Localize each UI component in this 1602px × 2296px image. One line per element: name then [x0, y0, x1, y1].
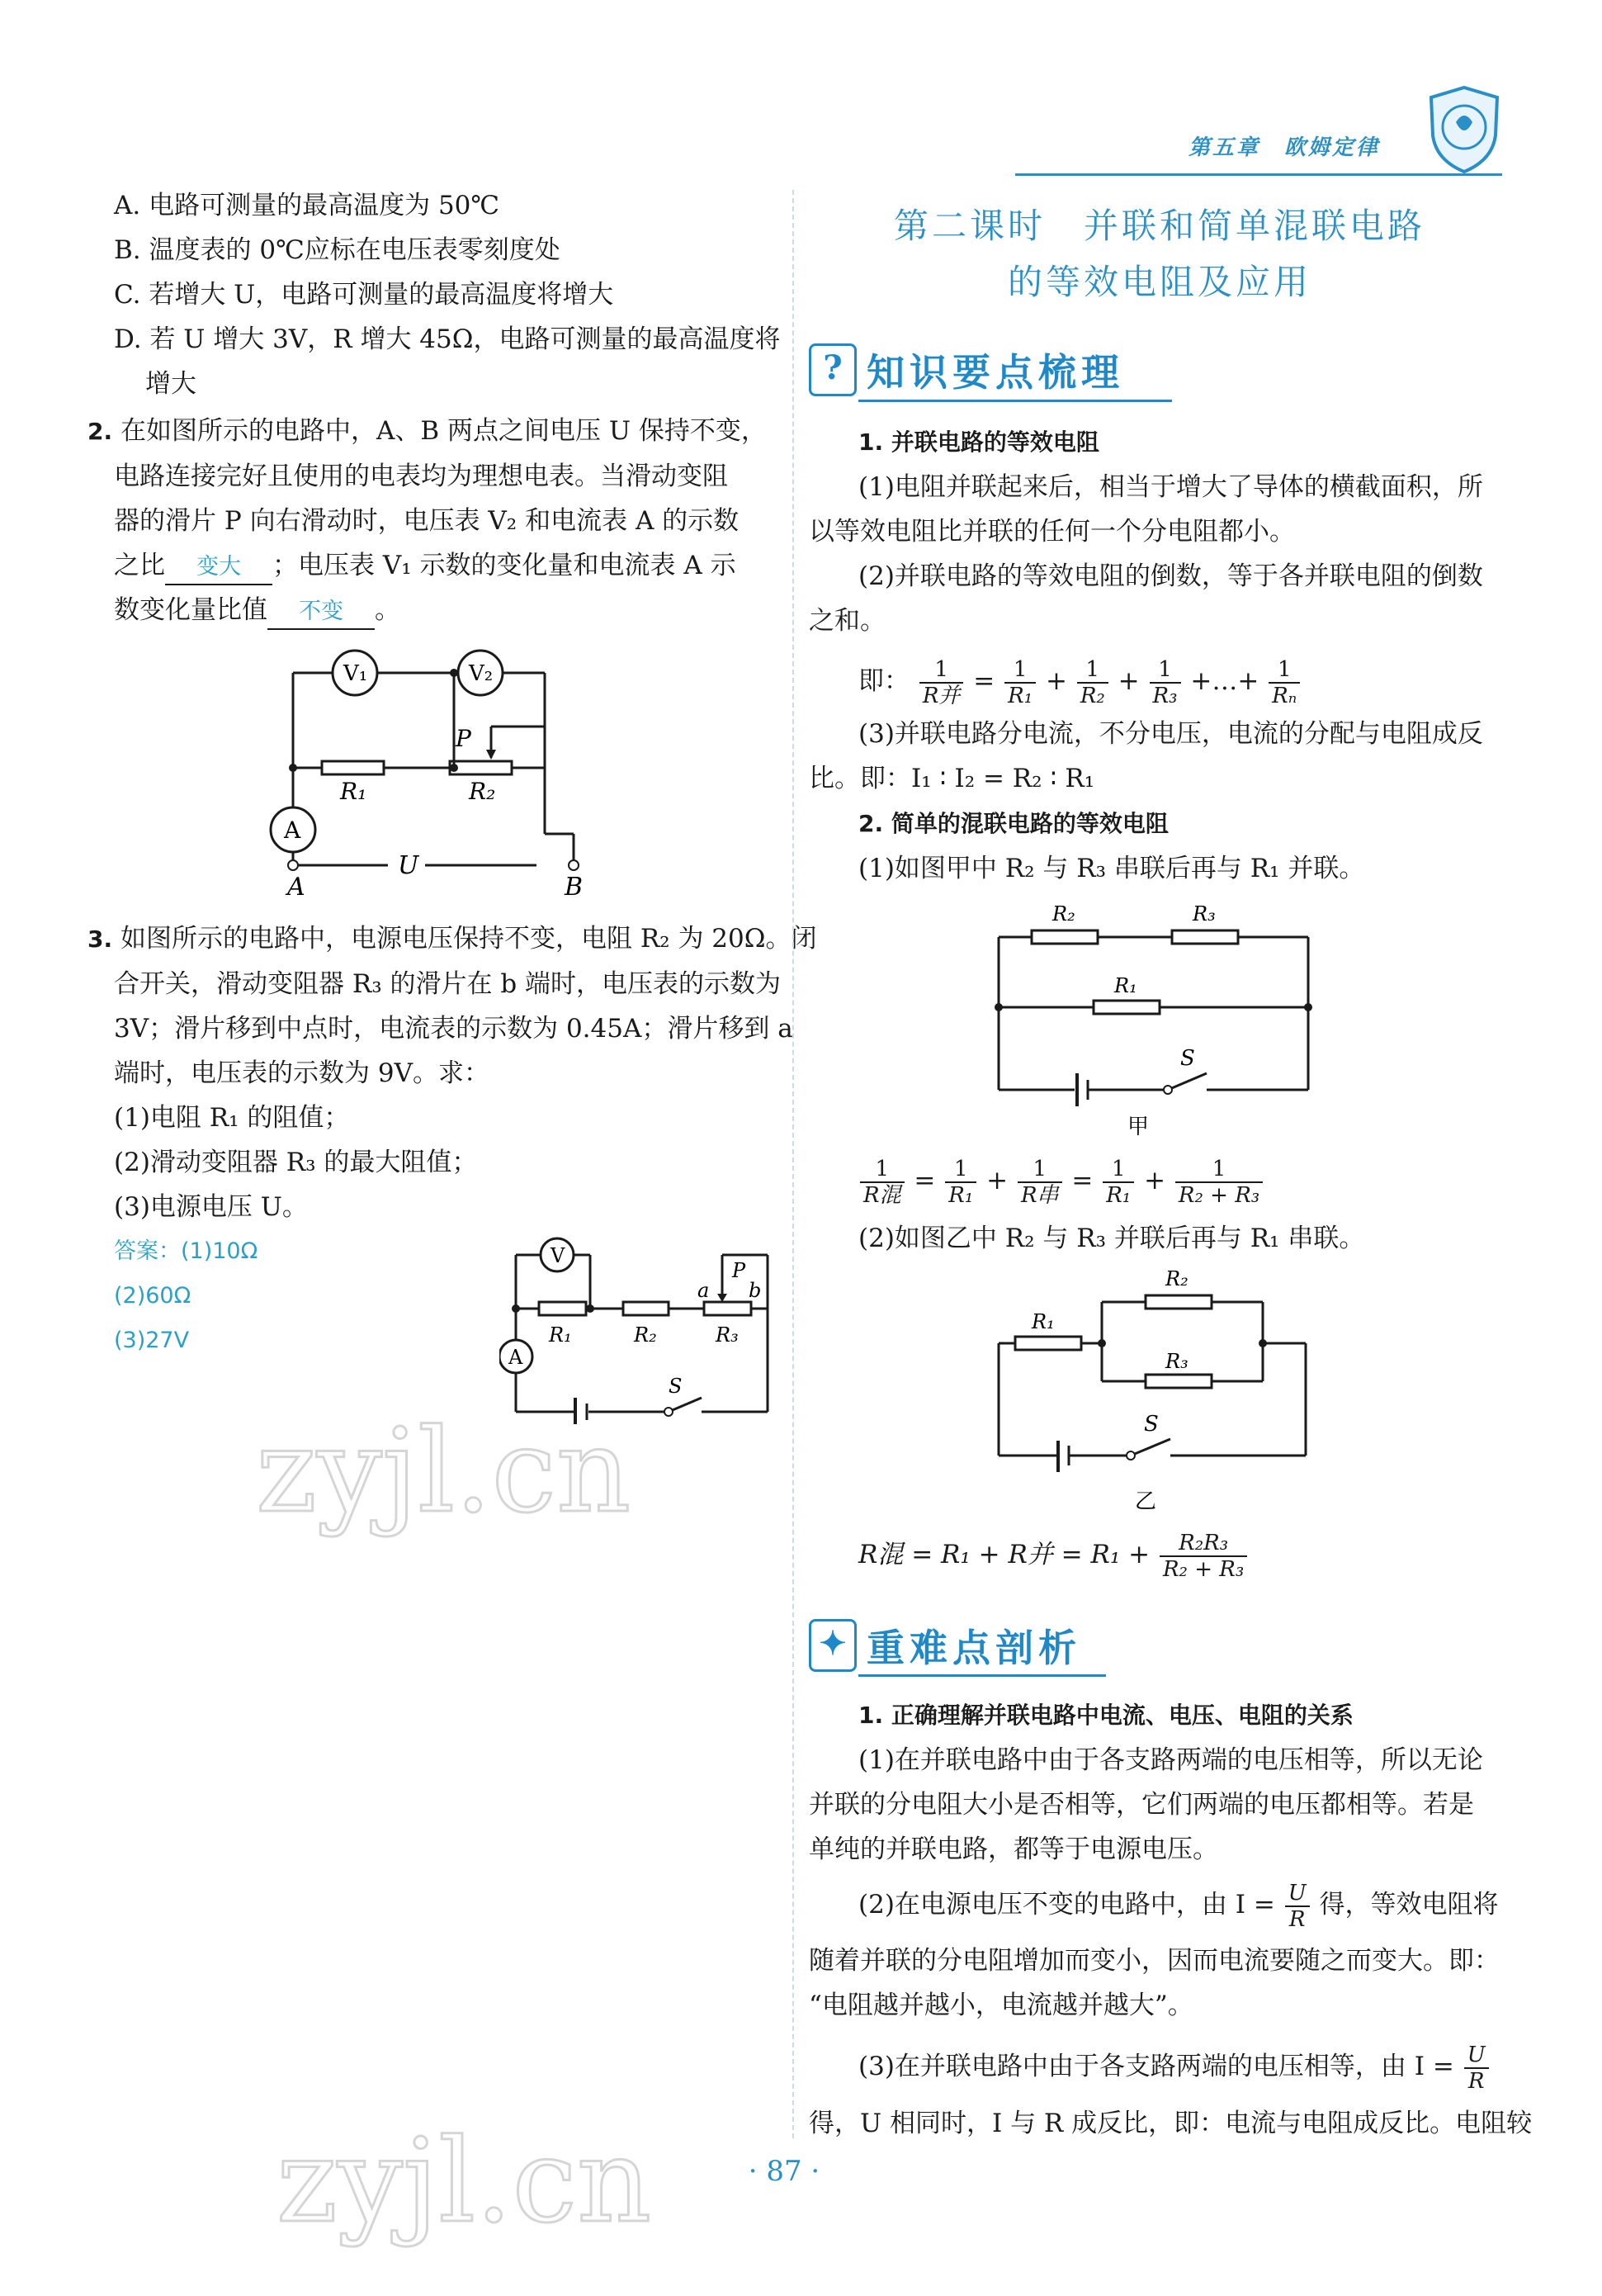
d2-frac-den: R: [1288, 1906, 1306, 1932]
q2-line-5-post: 。: [375, 595, 400, 625]
d2-pre: (2)在电源电压不变的电路中，由 I =: [858, 1890, 1275, 1920]
q3-sub-3: (3)电源电压 U。: [114, 1192, 308, 1222]
formula3-den: R₂ + R₃: [1162, 1556, 1245, 1582]
terminal-b-label: B: [565, 873, 584, 900]
q2-line-1: 在如图所示的电路中，A、B 两点之间电压 U 保持不变，: [120, 416, 767, 446]
option-d-cont: 增大: [145, 369, 196, 399]
formula2-num-0: 1: [860, 1157, 905, 1183]
q3-sub-1: (1)电阻 R₁ 的阻值；: [114, 1103, 350, 1133]
q3-voltmeter-label: V: [551, 1244, 565, 1267]
k1-3-line-2: 比。即：I₁ ∶ I₂ = R₂ ∶ R₁: [809, 764, 1095, 793]
formula2-den-3: R₁: [1106, 1182, 1132, 1208]
k1-heading: 1. 并联电路的等效电阻: [858, 428, 1099, 456]
yi-caption: 乙: [1135, 1489, 1157, 1514]
d1-heading: 1. 正确理解并联电路中电流、电压、电阻的关系: [858, 1702, 1354, 1729]
option-c: C. 若增大 U，电路可测量的最高温度将增大: [114, 280, 614, 310]
formula1-lhs-num: 1: [919, 657, 964, 684]
knowledge-1: [809, 419, 1483, 643]
school-logo: [1426, 84, 1502, 175]
q3-ammeter-label: A: [508, 1346, 523, 1369]
formula1-den-3: R₃: [1152, 683, 1178, 708]
yi-r1-label: R₁: [1032, 1310, 1055, 1333]
formula2-den-4: R₂ + R₃: [1178, 1182, 1260, 1208]
k1-line-2: 以等效电阻比并联的任何一个分电阻都小。: [809, 517, 1295, 547]
analysis-2-rest: [809, 1939, 1500, 2028]
q3-switch-label: S: [669, 1375, 683, 1398]
section-knowledge-underline: [858, 400, 1172, 402]
lightbulb-icon: ✦: [809, 1619, 857, 1672]
watermark-logo: [248, 1404, 644, 1544]
k2-1-text: (1)如图甲中 R₂ 与 R₃ 串联后再与 R₁ 并联。: [858, 854, 1365, 883]
option-b: B. 温度表的 0℃应标在电压表零刻度处: [114, 235, 560, 265]
d2-frac-num: U: [1285, 1881, 1310, 1907]
watermark-logo: [268, 2114, 664, 2254]
q3-end-b-label: b: [749, 1279, 762, 1302]
knowledge-1-3: [809, 712, 1483, 891]
formula2-num-4: 1: [1175, 1157, 1263, 1183]
q3-line-1: 如图所示的电路中，电源电压保持不变，电阻 R₂ 为 20Ω。闭: [120, 924, 817, 954]
d3-frac-num: U: [1464, 2043, 1489, 2069]
analysis-3-line-2: 得，U 相同时，I 与 R 成反比，即：电流与电阻成反比。电阻较: [809, 2109, 1533, 2138]
formula1-lhs-den: R并: [922, 683, 961, 708]
u-label: U: [398, 851, 419, 880]
page-number: · 87 ·: [748, 2155, 820, 2188]
formula1-ellipsis: +…+: [1190, 666, 1259, 696]
circuit-figure-yi: [982, 1267, 1329, 1515]
q3-slider-p-label: P: [732, 1259, 746, 1282]
formula1-num-3: 1: [1150, 657, 1181, 684]
r2-label: R₂: [469, 778, 496, 805]
q3-r3-label: R₃: [716, 1323, 739, 1347]
option-a: A. 电路可测量的最高温度为 50℃: [114, 191, 500, 220]
q3-line-2: 合开关，滑动变阻器 R₃ 的滑片在 b 端时，电压表的示数为: [114, 969, 782, 999]
q2-line-5-pre: 数变化量比值: [114, 595, 267, 625]
analysis-1: [809, 1692, 1483, 1872]
k1-line-4: 之和。: [809, 606, 886, 636]
formula2-num-2: 1: [1018, 1157, 1062, 1183]
d2-line-2: 随着并联的分电阻增加而变小，因而电流要随之而变大。即：: [809, 1946, 1500, 1976]
formula1-num-2: 1: [1077, 657, 1108, 684]
circuit-diagram-q3: [499, 1234, 784, 1424]
k1-3-line-1: (3)并联电路分电流，不分电压，电流的分配与电阻成反: [858, 719, 1483, 749]
d2-post: 得，等效电阻将: [1319, 1890, 1499, 1920]
formula1-den-2: R₂: [1080, 683, 1105, 708]
terminal-a-label: A: [287, 873, 305, 900]
q3-r2-label: R₂: [634, 1323, 657, 1347]
formula1-den-n: Rₙ: [1272, 683, 1297, 708]
q2-line-3: 器的滑片 P 向右滑动时，电压表 V₂ 和电流表 A 的示数: [114, 506, 740, 536]
section-analysis-underline: [858, 1674, 1106, 1677]
formula2-num-3: 1: [1103, 1157, 1134, 1183]
q3-r1-label: R₁: [549, 1323, 572, 1347]
yi-r2-label: R₂: [1165, 1267, 1189, 1290]
formula3-num: R₂R₃: [1160, 1531, 1247, 1557]
jia-caption: 甲: [1127, 1115, 1150, 1139]
k1-line-3: (2)并联电路的等效电阻的倒数，等于各并联电阻的倒数: [858, 561, 1483, 591]
q3-line-3: 3V；滑片移到中点时，电流表的示数为 0.45A；滑片移到 a: [114, 1014, 793, 1044]
q2-answer-2: 不变: [267, 595, 375, 630]
formula-mixed-2: [858, 1526, 1249, 1584]
section-analysis-title: 重难点剖析: [867, 1626, 1081, 1670]
formula2-lhs-den: R混: [863, 1182, 901, 1208]
section-analysis-header: [809, 1618, 1081, 1673]
formula-parallel: 即： $\frac{1}{\text{R并}}$ = $\frac{1}{\text{R₁}}$ + $\frac{1}{\text{R₂}}$ + $\frac{1}{\text{R₃}}$ +…+ $\frac{1}{\text{Rₙ}}$: [858, 652, 1302, 710]
q3-answer-3: (3)27V: [114, 1328, 190, 1353]
formula2-den-1: R₁: [948, 1182, 974, 1208]
yi-switch-label: S: [1144, 1412, 1159, 1437]
jia-r1-label: R₁: [1114, 974, 1137, 997]
q2-line-4-pre: 之比: [114, 551, 165, 580]
q2-line-4-post: ；电压表 V₁ 示数的变化量和电流表 A 示: [272, 551, 736, 580]
analysis-2-line-1: [858, 1876, 1498, 1934]
question-2: [87, 409, 767, 632]
jia-r3-label: R₃: [1193, 902, 1216, 926]
lesson-title-line-2: 的等效电阻及应用: [1007, 262, 1311, 302]
header-chapter: 第五章 欧姆定律: [1189, 135, 1381, 160]
circuit-diagram-q2: [256, 636, 603, 900]
svg-text:zyjl.cn: zyjl.cn: [256, 1404, 631, 1539]
formula1-prefix: 即：: [858, 666, 910, 696]
analysis-3-line-1: [858, 2038, 1491, 2095]
lesson-title: [809, 198, 1510, 310]
formula2-num-1: 1: [945, 1157, 976, 1183]
v2-label: V₂: [469, 661, 494, 686]
lesson-title-line-1: 第二课时 并联和简单混联电路: [893, 206, 1425, 246]
formula-mixed-1: $\frac{1}{\text{R混}}$ = $\frac{1}{\text{R₁}}$ + $\frac{1}{\text{R串}}$ = $\frac{1}{\text{R₁}}$ + $\frac{1}{\text{R₂ + R₃}}$: [858, 1152, 1264, 1210]
d3-frac-den: R: [1467, 2068, 1485, 2094]
yi-r3-label: R₃: [1165, 1350, 1189, 1373]
question-1-options: [114, 183, 780, 406]
k2-2-text: (2)如图乙中 R₂ 与 R₃ 并联后再与 R₁ 串联。: [858, 1224, 1365, 1253]
q3-answer-1: 答案：(1)10Ω: [114, 1238, 258, 1264]
formula3-lhs: R混 = R₁ + R并 = R₁ +: [858, 1540, 1151, 1569]
section-knowledge-header: [809, 343, 1124, 397]
q2-number: 2.: [87, 418, 113, 445]
d3-pre: (3)在并联电路中由于各支路两端的电压相等，由 I =: [858, 2052, 1454, 2081]
k2-heading: 2. 简单的混联电路的等效电阻: [858, 810, 1169, 837]
svg-text:zyjl.cn: zyjl.cn: [276, 2114, 652, 2249]
q3-number: 3.: [87, 926, 113, 953]
ammeter-label: A: [284, 817, 301, 844]
section-knowledge-title: 知识要点梳理: [867, 350, 1124, 395]
d2-line-3: “电阻越并越小，电流越并越大”。: [809, 1991, 1193, 2020]
q3-sub-2: (2)滑动变阻器 R₃ 的最大阻值；: [114, 1148, 478, 1177]
d1-line-3: 单纯的并联电路，都等于电源电压。: [809, 1834, 1218, 1864]
d1-line-1: (1)在并联电路中由于各支路两端的电压相等，所以无论: [858, 1745, 1483, 1775]
option-d: D. 若 U 增大 3V，R 增大 45Ω，电路可测量的最高温度将: [114, 324, 781, 354]
formula2-den-2: R串: [1020, 1182, 1059, 1208]
q2-answer-1: 变大: [165, 551, 272, 585]
v1-label: V₁: [343, 661, 368, 686]
column-divider: [792, 190, 794, 2138]
jia-r2-label: R₂: [1052, 902, 1075, 926]
formula1-den-1: R₁: [1008, 683, 1033, 708]
formula1-num-n: 1: [1269, 657, 1300, 684]
q3-answer-2: (2)60Ω: [114, 1283, 191, 1309]
d1-line-2: 并联的分电阻大小是否相等，它们两端的电压都相等。若是: [809, 1790, 1474, 1820]
jia-switch-label: S: [1180, 1046, 1195, 1071]
circuit-figure-jia: [982, 892, 1329, 1139]
q3-line-4: 端时，电压表的示数为 9V。求：: [114, 1058, 489, 1088]
k1-line-1: (1)电阻并联起来后，相当于增大了导体的横截面积，所: [858, 472, 1483, 502]
slider-p-label: P: [456, 725, 471, 752]
q2-line-2: 电路连接完好且使用的电表均为理想电表。当滑动变阻: [114, 462, 728, 491]
r1-label: R₁: [340, 778, 367, 805]
q3-end-a-label: a: [697, 1279, 710, 1302]
formula1-num-1: 1: [1004, 657, 1036, 684]
question-mark-icon: ?: [809, 343, 857, 396]
